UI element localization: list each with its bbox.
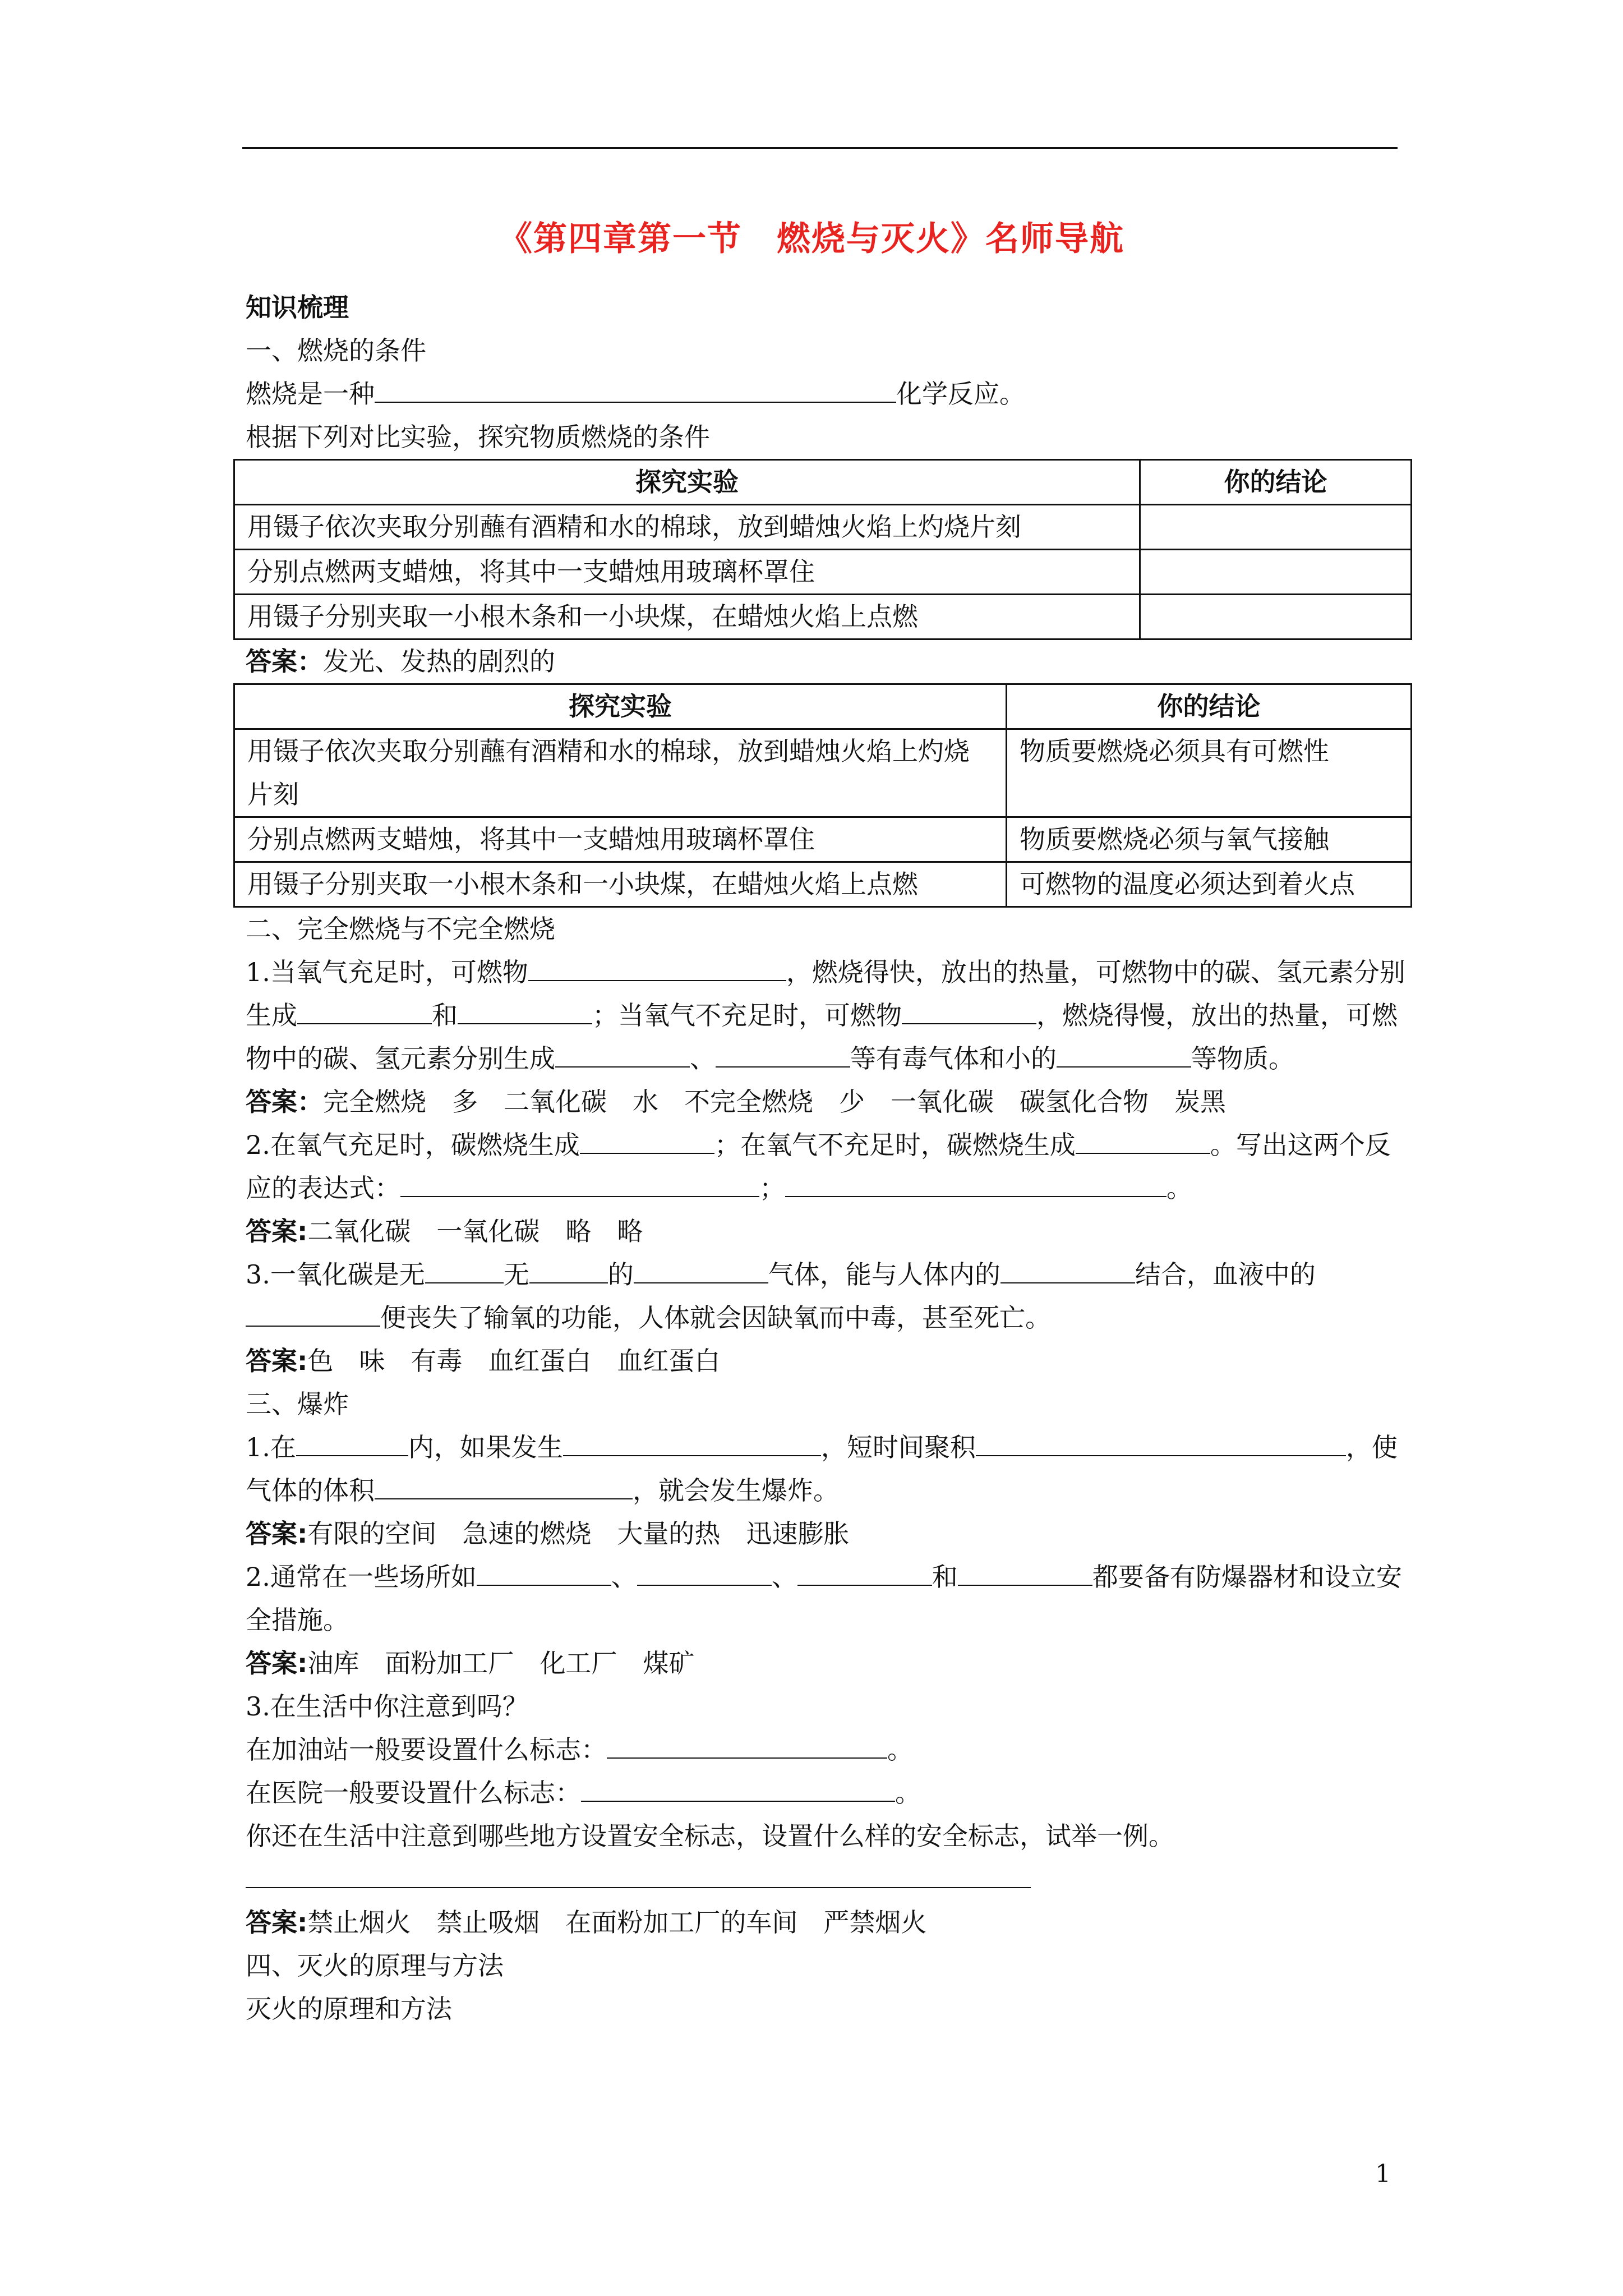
s4-heading: 四、灭火的原理与方法	[246, 1950, 504, 1981]
header-rule	[242, 147, 1398, 149]
s4-subheading: 灭火的原理和方法	[246, 1994, 452, 2024]
blank	[1076, 1125, 1210, 1154]
conclusion-cell-empty	[1140, 550, 1412, 595]
s3-answer-2: 答案:油库 面粉加工厂 化工厂 煤矿	[246, 1648, 695, 1678]
blank	[1000, 1254, 1135, 1283]
s3-answer-3: 答案:禁止烟火 禁止吸烟 在面粉加工厂的车间 严禁烟火	[246, 1907, 927, 1938]
blank	[375, 374, 896, 403]
blank	[976, 1427, 1346, 1456]
s3-q3-line-2: 在医院一般要设置什么标志： 。	[246, 1772, 1412, 1815]
table-header-conclusion: 你的结论	[1007, 684, 1412, 729]
s1-intro: 根据下列对比实验，探究物质燃烧的条件	[246, 422, 710, 452]
s2-answer-2: 答案:二氧化碳 一氧化碳 略 略	[246, 1216, 643, 1246]
table-row: 分别点燃两支蜡烛，将其中一支蜡烛用玻璃杯罩住 物质要燃烧必须与氧气接触	[234, 817, 1412, 862]
s2-answer-1: 答案：完全燃烧 多 二氧化碳 水 不完全燃烧 少 一氧化碳 碳氢化合物 炭黑	[246, 1087, 1226, 1117]
s3-q3-line-3: 你还在生活中注意到哪些地方设置安全标志，设置什么样的安全标志，试举一例。	[246, 1821, 1174, 1851]
blank	[607, 1729, 887, 1759]
blank	[400, 1168, 759, 1197]
table-row: 用镊子依次夹取分别蘸有酒精和水的棉球，放到蜡烛火焰上灼烧片刻 物质要燃烧必须具有可燃性	[234, 729, 1412, 817]
s1-answer: 答案：发光、发热的剧烈的	[246, 646, 555, 677]
blank	[529, 1254, 608, 1283]
blank	[797, 1557, 932, 1586]
s1-fill-question: 燃烧是一种 化学反应。	[246, 372, 1412, 416]
table-row: 分别点燃两支蜡烛，将其中一支蜡烛用玻璃杯罩住	[234, 550, 1412, 595]
blank	[716, 1038, 850, 1068]
s3-q3-answer-line	[246, 1858, 1412, 1901]
page-number: 1	[1375, 2160, 1391, 2188]
blank	[296, 1427, 408, 1456]
document-body	[246, 286, 1412, 2031]
blank	[246, 1859, 1031, 1888]
blank	[1057, 1038, 1191, 1068]
blank	[581, 1773, 895, 1802]
blank	[902, 995, 1036, 1024]
answer-table	[233, 683, 1412, 908]
blank	[563, 1427, 821, 1456]
blank	[528, 952, 786, 981]
s1-heading: 一、燃烧的条件	[246, 335, 426, 366]
s3-q3-line-1: 在加油站一般要设置什么标志： 。	[246, 1728, 1412, 1772]
s3-question-2: 2.通常在一些场所如 、 、 和 都要备有防爆器材和设立安全措施。	[246, 1556, 1412, 1642]
blank	[785, 1168, 1166, 1197]
blank	[958, 1557, 1092, 1586]
blank	[246, 1297, 380, 1327]
blank	[637, 1557, 772, 1586]
s2-heading: 二、完全燃烧与不完全燃烧	[246, 914, 555, 944]
s3-answer-1: 答案:有限的空间 急速的燃烧 大量的热 迅速膨胀	[246, 1519, 850, 1549]
blank	[297, 995, 432, 1024]
table-row: 用镊子依次夹取分别蘸有酒精和水的棉球，放到蜡烛火焰上灼烧片刻	[234, 505, 1412, 550]
blank	[477, 1557, 611, 1586]
s2-question-1: 1.当氧气充足时，可燃物 ，燃烧得快，放出的热量，可燃物中的碳、氢元素分别生成 和 ；当氧气不充足时，可燃物 ，燃烧得慢，放出的热量，可燃物中的碳、氢元素分别生成 、 等有毒气体和小的 等物质。	[246, 951, 1412, 1080]
section-heading: 知识梳理	[246, 292, 349, 323]
s2-question-2: 2.在氧气充足时，碳燃烧生成 ；在氧气不充足时，碳燃烧生成 。写出这两个反应的表达式： ； 。	[246, 1124, 1412, 1210]
table-row: 用镊子分别夹取一小根木条和一小块煤，在蜡烛火焰上点燃 可燃物的温度必须达到着火点	[234, 862, 1412, 907]
table-header-experiment: 探究实验	[234, 460, 1140, 505]
experiment-table	[233, 459, 1412, 640]
blank	[425, 1254, 504, 1283]
s3-question-1: 1.在 内，如果发生 ，短时间聚积 ，使气体的体积 ，就会发生爆炸。	[246, 1426, 1412, 1512]
s2-answer-3: 答案:色 味 有毒 血红蛋白 血红蛋白	[246, 1346, 721, 1376]
blank	[458, 995, 592, 1024]
blank	[375, 1470, 633, 1499]
conclusion-cell-empty	[1140, 595, 1412, 639]
page-title: 《第四章第一节 燃烧与灭火》名师导航	[499, 219, 1124, 259]
blank	[555, 1038, 690, 1068]
s3-heading: 三、爆炸	[246, 1389, 349, 1419]
table-header-conclusion: 你的结论	[1140, 460, 1412, 505]
blank	[580, 1125, 714, 1154]
s2-question-3: 3.一氧化碳是无 无 的 气体，能与人体内的 结合，血液中的便丧失了输氧的功能，人体就会因缺氧而中毒，甚至死亡。	[246, 1253, 1412, 1340]
blank	[634, 1254, 768, 1283]
table-header-experiment: 探究实验	[234, 684, 1007, 729]
s3-question-3: 3.在生活中你注意到吗？	[246, 1691, 528, 1722]
table-row: 用镊子分别夹取一小根木条和一小块煤，在蜡烛火焰上点燃	[234, 595, 1412, 639]
conclusion-cell-empty	[1140, 505, 1412, 550]
